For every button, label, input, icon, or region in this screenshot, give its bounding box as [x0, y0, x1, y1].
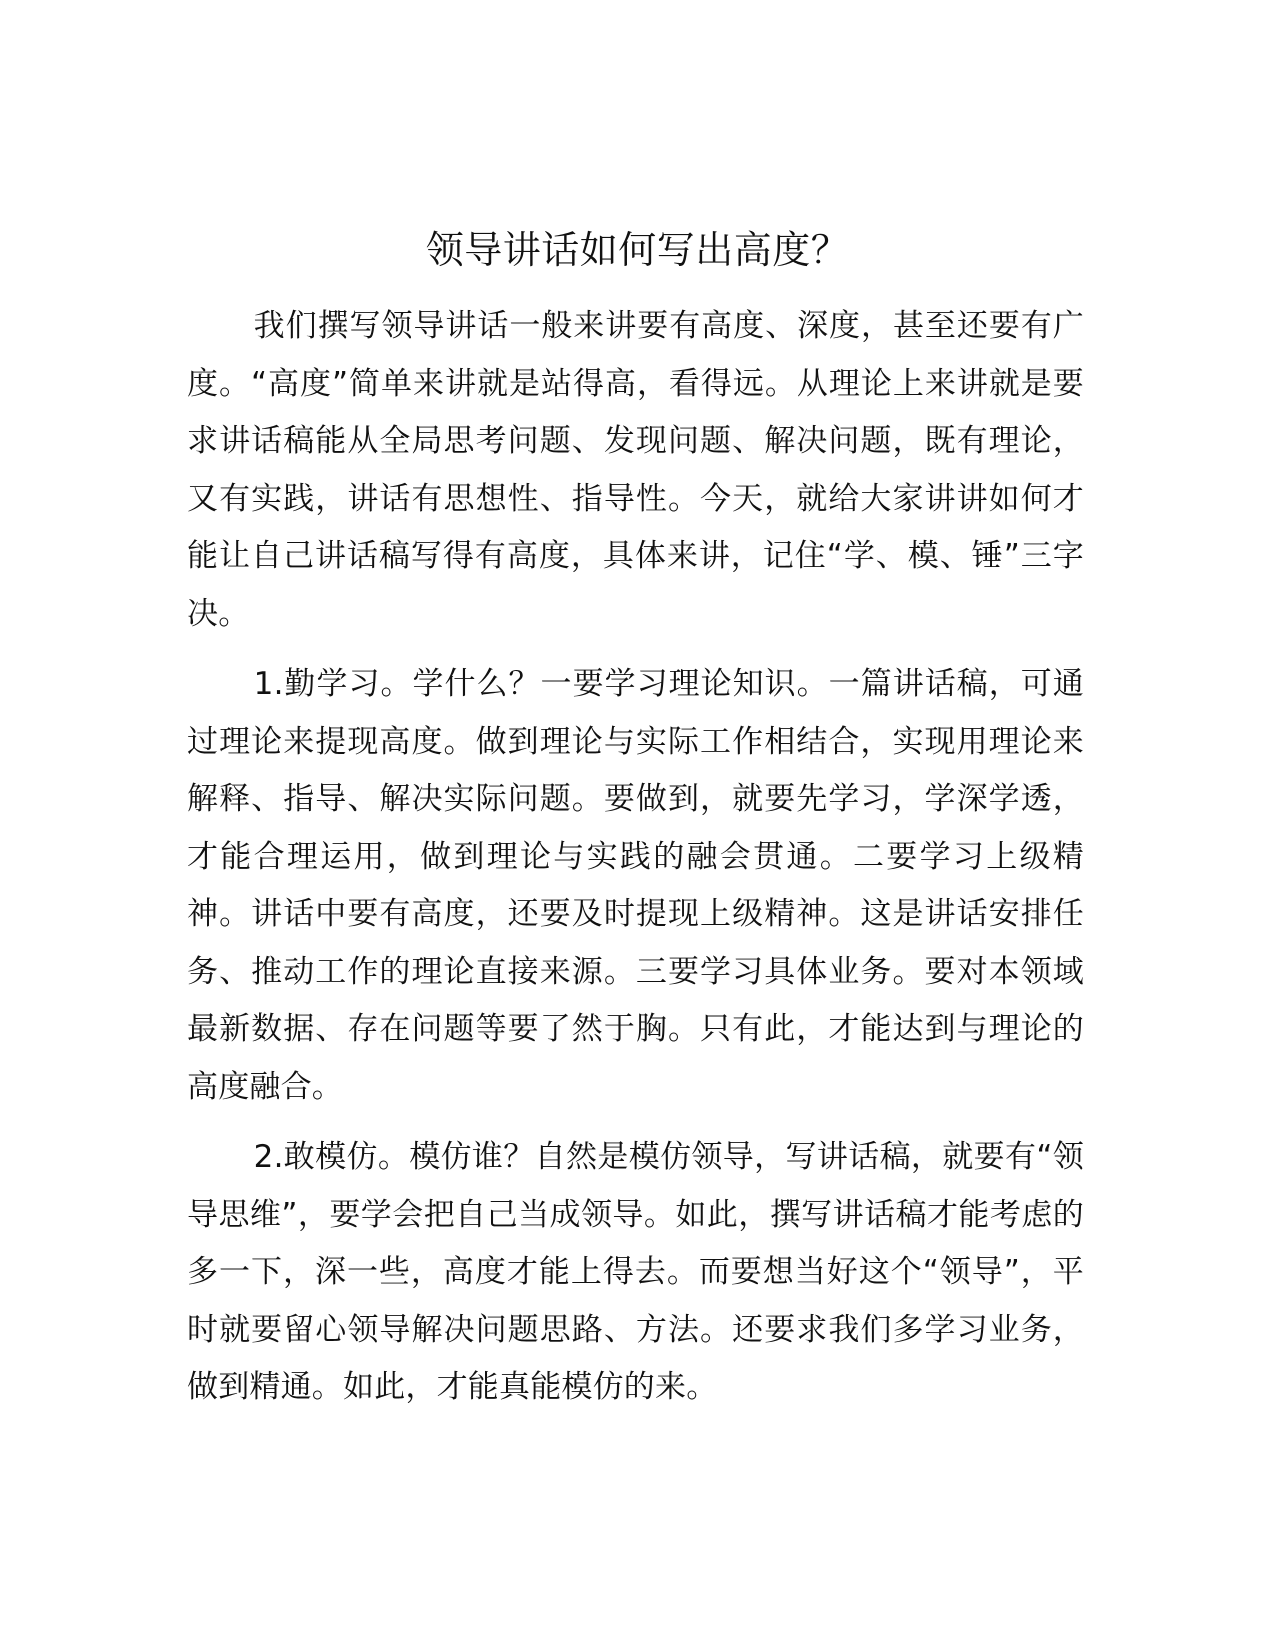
paragraph-intro: 我们撰写领导讲话一般来讲要有高度、深度，甚至还要有广度。“高度”简单来讲就是站得高，看得远。从理论上来讲就是要求讲话稿能从全局思考问题、发现问题、解决问题，既有理论，又有实践，讲话有思想性、指导性。今天，就给大家讲讲如何才能让自己讲话稿写得有高度，具体来讲，记住“学、模、锤”三字决。 — [187, 308, 1084, 632]
paragraph-study: 1.勤学习。学什么？一要学习理论知识。一篇讲话稿，可通过理论来提现高度。做到理论与实际工作相结合，实现用理论来解释、指导、解决实际问题。要做到，就要先学习，学深学透，才能合理运用，做到理论与实践的融会贯通。二要学习上级精神。讲话中要有高度，还要及时提现上级精神。这是讲话安排任务、推动工作的理论直接来源。三要学习具体业务。要对本领域最新数据、存在问题等要了然于胸。只有此，才能达到与理论的高度融合。 — [187, 666, 1084, 1105]
document-body — [187, 298, 1084, 1430]
paragraph-imitate: 2.敢模仿。模仿谁？自然是模仿领导，写讲话稿，就要有“领导思维”，要学会把自己当成领导。如此，撰写讲话稿才能考虑的多一下，深一些，高度才能上得去。而要想当好这个“领导”，平时就要留心领导解决问题思路、方法。还要求我们多学习业务，做到精通。如此，才能真能模仿的来。 — [187, 1139, 1084, 1405]
document-title: 领导讲话如何写出高度？ — [425, 228, 850, 272]
